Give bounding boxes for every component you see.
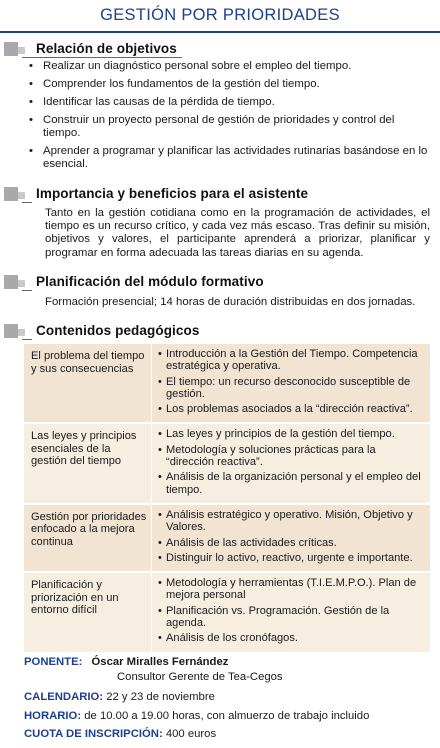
section-marker-icon xyxy=(4,42,18,56)
table-topic: El problema del tiempo y sus consecuencias xyxy=(24,344,152,422)
list-item: • El tiempo: un recurso desconocido susceptible de gestión. xyxy=(158,376,424,401)
list-item: • Metodología y herramientas (T.I.E.M.P.O.). Plan de mejora personal xyxy=(158,577,424,602)
list-item: • Metodología y soluciones prácticas para la “dirección reactiva”. xyxy=(158,444,424,469)
table-items xyxy=(152,573,430,651)
objetivos-list xyxy=(29,60,429,176)
ponente-line xyxy=(24,656,228,668)
section-underline xyxy=(22,339,32,340)
horario-label: HORARIO: xyxy=(24,710,82,722)
section-underline xyxy=(22,290,32,291)
table-items xyxy=(152,344,430,422)
table-topic: Planificación y priorización en un entorno difícil xyxy=(24,573,152,651)
ponente-label: PONENTE: xyxy=(24,656,83,668)
section-marker-icon xyxy=(4,187,18,201)
list-item: • Distinguir lo activo, reactivo, urgente e importante. xyxy=(158,552,424,564)
table-row xyxy=(24,344,430,422)
cuota-line xyxy=(24,728,216,741)
list-item: • Análisis de las actividades críticas. xyxy=(158,537,424,549)
horario-value: de 10.00 a 19.00 horas, con almuerzo de trabajo incluido xyxy=(84,710,370,722)
list-item: • Aprender a programar y planificar las actividades rutinarias basándose en lo esencial. xyxy=(29,145,429,171)
list-item: • Los problemas asociados a la “dirección reactiva”. xyxy=(158,403,424,415)
table-items xyxy=(152,424,430,502)
table-row xyxy=(24,571,430,651)
table-topic: Las leyes y principios esenciales de la gestión del tiempo xyxy=(24,424,152,502)
cuota-label: CUOTA DE INSCRIPCIÓN: xyxy=(24,728,163,740)
section-contenidos-header xyxy=(4,323,199,341)
list-item: • Planificación vs. Programación. Gestión de la agenda. xyxy=(158,605,424,630)
ponente-role: Consultor Gerente de Tea-Cegos xyxy=(117,671,283,683)
calendario-label: CALENDARIO: xyxy=(24,691,104,703)
list-item: • Análisis de los cronófagos. xyxy=(158,632,424,644)
list-item: • Las leyes y principios de la gestión del tiempo. xyxy=(158,428,424,440)
section-planificacion-header xyxy=(4,274,264,292)
list-item: • Identificar las causas de la pérdida de tiempo. xyxy=(29,96,429,109)
section-beneficios-header xyxy=(4,186,308,204)
section-planificacion-title: Planificación del módulo formativo xyxy=(36,274,264,289)
planificacion-text: Formación presencial; 14 horas de duración distribuidas en dos jornadas. xyxy=(45,296,416,308)
calendario-value: 22 y 23 de noviembre xyxy=(106,691,215,703)
cuota-value: 400 euros xyxy=(165,728,217,740)
horario-line xyxy=(24,710,369,723)
table-items xyxy=(152,505,430,571)
page-title: GESTIÓN POR PRIORIDADES xyxy=(100,6,340,24)
table-row xyxy=(24,422,430,502)
section-beneficios-title: Importancia y beneficios para el asistente xyxy=(36,186,309,201)
list-item: • Comprender los fundamentos de la gestión del tiempo. xyxy=(29,78,429,91)
section-marker-icon xyxy=(4,275,18,289)
section-objetivos-title: Relación de objetivos xyxy=(36,41,177,56)
section-underline xyxy=(22,202,32,203)
list-item: • Introducción a la Gestión del Tiempo. Competencia estratégica y operativa. xyxy=(158,348,424,373)
ponente-name: Óscar Miralles Fernández xyxy=(91,656,229,668)
table-topic: Gestión por prioridades enfocado a la mejora continua xyxy=(24,505,152,571)
contenidos-table xyxy=(24,344,430,652)
section-contenidos-title: Contenidos pedagógicos xyxy=(36,323,200,338)
section-underline xyxy=(22,57,182,58)
calendario-line xyxy=(24,691,215,704)
beneficios-text: Tanto en la gestión cotidiana como en la programación de actividades, el tiempo es un recurso crítico, y cada vez más escaso. Tras definir su misión, objetivos y valores, el participante aprenderá a priorizar, planificar y programar en forma adecuada las tareas diarias en su agenda. xyxy=(45,207,430,259)
list-item: • Realizar un diagnóstico personal sobre el empleo del tiempo. xyxy=(29,60,429,73)
list-item: • Análisis de la organización personal y el empleo del tiempo. xyxy=(158,471,424,496)
title-bar xyxy=(0,0,440,33)
table-row xyxy=(24,503,430,571)
list-item: • Construir un proyecto personal de gestión de prioridades y control del tiempo. xyxy=(29,114,429,140)
section-marker-icon xyxy=(4,324,18,338)
list-item: • Análisis estratégico y operativo. Misión, Objetivo y Valores. xyxy=(158,509,424,534)
